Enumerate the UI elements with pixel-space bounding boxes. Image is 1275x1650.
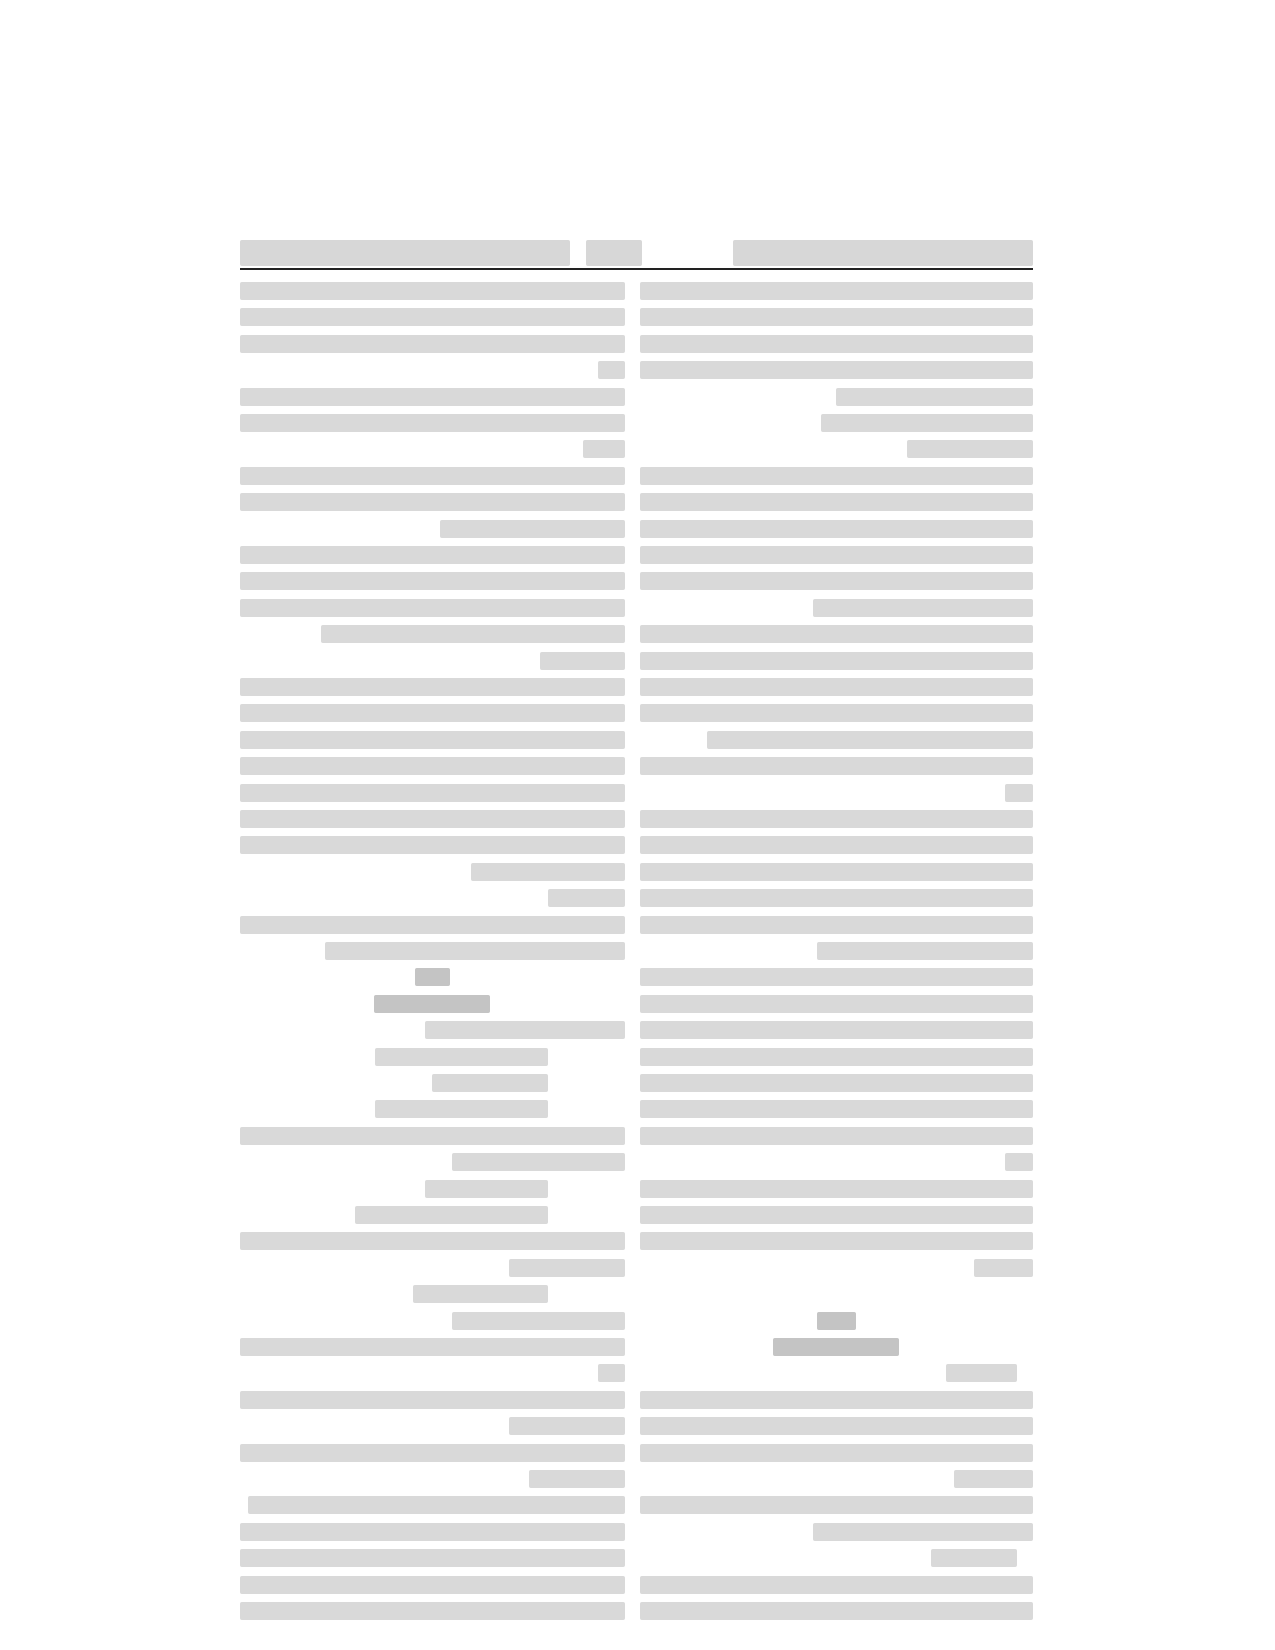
text-line	[240, 916, 625, 934]
text-line	[240, 599, 625, 617]
text-line	[325, 942, 625, 960]
text-line	[240, 1391, 625, 1409]
text-line	[240, 388, 625, 406]
text-line	[432, 1074, 548, 1092]
text-line	[954, 1470, 1033, 1488]
text-line	[509, 1259, 625, 1277]
text-line	[640, 467, 1033, 485]
text-line	[240, 810, 625, 828]
text-line	[240, 308, 625, 326]
text-line	[640, 968, 1033, 986]
text-line	[240, 467, 625, 485]
header-left	[240, 240, 570, 266]
text-line	[640, 335, 1033, 353]
section-heading	[817, 1312, 856, 1330]
text-line	[640, 1232, 1033, 1250]
text-line	[640, 757, 1033, 775]
text-line	[240, 1338, 625, 1356]
text-line	[974, 1259, 1033, 1277]
text-line	[425, 1021, 625, 1039]
text-line	[640, 1048, 1033, 1066]
left-column	[240, 278, 625, 1628]
text-line	[640, 836, 1033, 854]
text-line	[240, 757, 625, 775]
text-line	[1005, 1153, 1033, 1171]
text-line	[640, 1602, 1033, 1620]
text-line	[640, 546, 1033, 564]
text-line	[240, 1602, 625, 1620]
text-line	[813, 599, 1033, 617]
text-line	[240, 704, 625, 722]
text-line	[240, 572, 625, 590]
page-header	[240, 240, 1033, 266]
header-right	[733, 240, 1033, 266]
right-column	[640, 278, 1033, 1628]
text-line	[640, 863, 1033, 881]
text-line	[640, 1391, 1033, 1409]
text-line	[240, 1549, 625, 1567]
text-line	[931, 1549, 1017, 1567]
header-page-number	[586, 240, 642, 266]
text-line	[452, 1312, 625, 1330]
text-line	[240, 731, 625, 749]
text-line	[813, 1523, 1033, 1541]
text-line	[821, 414, 1033, 432]
text-line	[240, 1523, 625, 1541]
text-line	[413, 1285, 548, 1303]
section-heading	[374, 995, 490, 1013]
text-line	[240, 1444, 625, 1462]
text-line	[640, 361, 1033, 379]
text-line	[240, 282, 625, 300]
text-line	[640, 1100, 1033, 1118]
text-line	[598, 1364, 625, 1382]
text-line	[375, 1048, 548, 1066]
text-line	[640, 916, 1033, 934]
text-line	[640, 1496, 1033, 1514]
text-line	[583, 440, 625, 458]
text-line	[640, 308, 1033, 326]
text-line	[707, 731, 1033, 749]
text-line	[548, 889, 625, 907]
text-line	[640, 493, 1033, 511]
text-line	[240, 414, 625, 432]
text-line	[425, 1180, 548, 1198]
text-line	[640, 625, 1033, 643]
section-heading	[415, 968, 450, 986]
text-line	[452, 1153, 625, 1171]
text-line	[640, 810, 1033, 828]
header-divider	[240, 268, 1033, 270]
text-line	[598, 361, 625, 379]
text-line	[640, 995, 1033, 1013]
text-line	[946, 1364, 1017, 1382]
text-line	[240, 784, 625, 802]
text-line	[640, 1576, 1033, 1594]
text-line	[321, 625, 625, 643]
section-heading	[773, 1338, 899, 1356]
text-line	[907, 440, 1033, 458]
text-line	[240, 678, 625, 696]
text-line	[471, 863, 625, 881]
text-line	[240, 836, 625, 854]
text-line	[240, 493, 625, 511]
text-line	[640, 1074, 1033, 1092]
text-line	[640, 572, 1033, 590]
text-line	[640, 1127, 1033, 1145]
text-line	[836, 388, 1033, 406]
text-line	[640, 1180, 1033, 1198]
text-line	[355, 1206, 548, 1224]
text-line	[248, 1496, 625, 1514]
text-line	[1005, 784, 1033, 802]
text-line	[240, 1127, 625, 1145]
text-line	[640, 1444, 1033, 1462]
text-line	[440, 520, 625, 538]
text-line	[640, 1206, 1033, 1224]
text-line	[817, 942, 1033, 960]
text-line	[640, 282, 1033, 300]
text-line	[240, 546, 625, 564]
text-line	[240, 335, 625, 353]
text-line	[640, 1021, 1033, 1039]
text-line	[640, 1417, 1033, 1435]
text-line	[540, 652, 625, 670]
text-line	[375, 1100, 548, 1118]
text-line	[640, 889, 1033, 907]
text-line	[640, 704, 1033, 722]
text-line	[640, 520, 1033, 538]
text-line	[640, 652, 1033, 670]
text-line	[529, 1470, 625, 1488]
text-line	[240, 1232, 625, 1250]
text-line	[509, 1417, 625, 1435]
text-line	[640, 678, 1033, 696]
text-line	[240, 1576, 625, 1594]
